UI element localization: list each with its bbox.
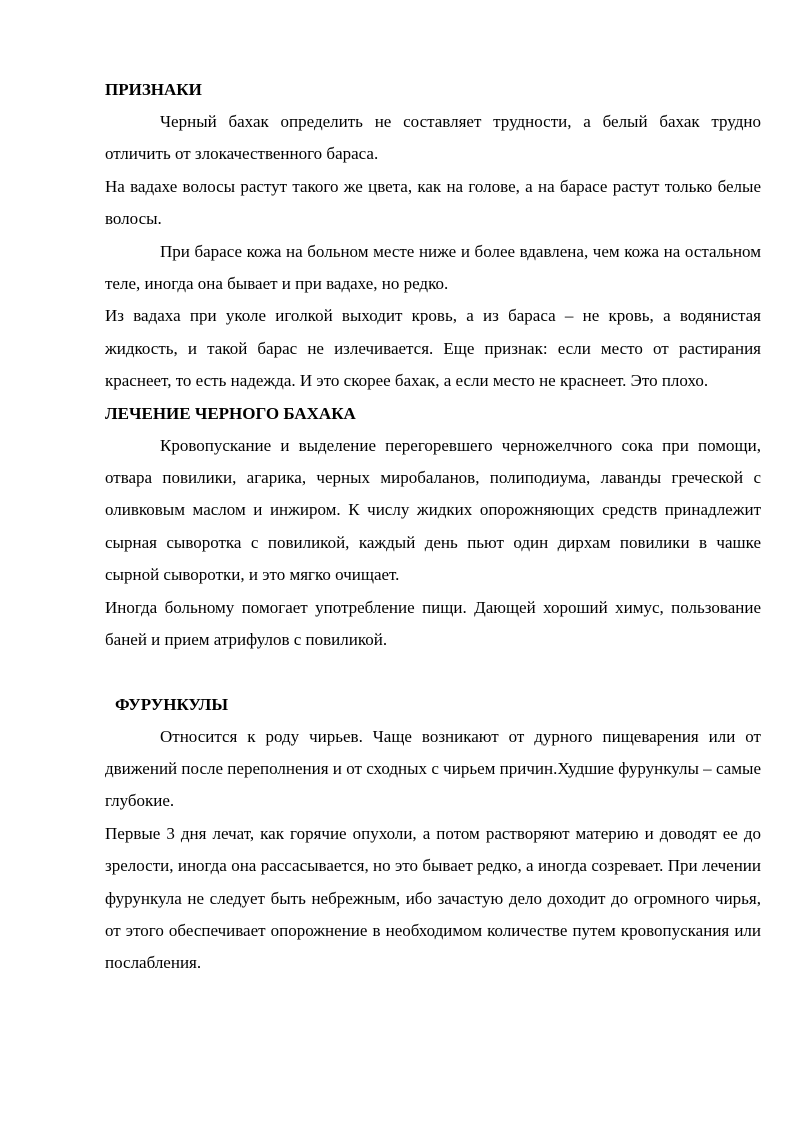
section-heading-lechenie: ЛЕЧЕНИЕ ЧЕРНОГО БАХАКА <box>105 403 356 423</box>
section-heading-furunkuly: ФУРУНКУЛЫ <box>115 694 229 714</box>
paragraph: При барасе кожа на больном месте ниже и более вдавлена, чем кожа на остальном теле, иногда она бывает и при вадахе, но редко. <box>105 241 761 294</box>
section-heading-priznaki: ПРИЗНАКИ <box>105 80 202 99</box>
paragraph: Иногда больному помогает употребление пищи. Дающей хороший химус, пользование баней и прием атрифулов с повиликой. <box>105 597 761 650</box>
section-gap <box>105 657 761 689</box>
paragraph: Относится к роду чирьев. Чаще возникают от дурного пищеварения или от движений после переполнения и от сходных с чирьем причин.Худшие фурункулы – самые глубокие. <box>105 726 761 811</box>
paragraph: Первые 3 дня лечат, как горячие опухоли, а потом растворяют материю и доводят ее до зрелости, иногда она рассасывается, но это бывает редко, а иногда созревает. При лечении фурункула не следует быть небрежным, ибо зачастую дело доходит до огромного чирья, от этого обеспечивает опорожнение в необходимом количестве путем кровопускания или послабления. <box>105 823 761 973</box>
paragraph: Из вадаха при уколе иголкой выходит кровь, а из бараса – не кровь, а водянистая жидкость, и такой барас не излечивается. Еще признак: если место от растирания краснеет, то есть надежда. И это скорее бахак, а если место не краснеет. Это плохо. <box>105 306 761 391</box>
paragraph: Кровопускание и выделение перегоревшего черножелчного сока при помощи, отвара повилики, агарика, черных миробаланов, полиподиума, лаванды греческой с оливковым маслом и инжиром. К числу жидких опорожняющих средств принадлежит сырная сыворотка с повиликой, каждый день пьют один дирхам повилики в чашке сырной сыворотки, и это мягко очищает. <box>105 435 761 585</box>
paragraph: На вадахе волосы растут такого же цвета, как на голове, а на барасе растут только белые волосы. <box>105 176 761 229</box>
paragraph: Черный бахак определить не составляет трудности, а белый бахак трудно отличить от злокачественного бараса. <box>105 112 761 164</box>
document-page <box>105 74 761 980</box>
